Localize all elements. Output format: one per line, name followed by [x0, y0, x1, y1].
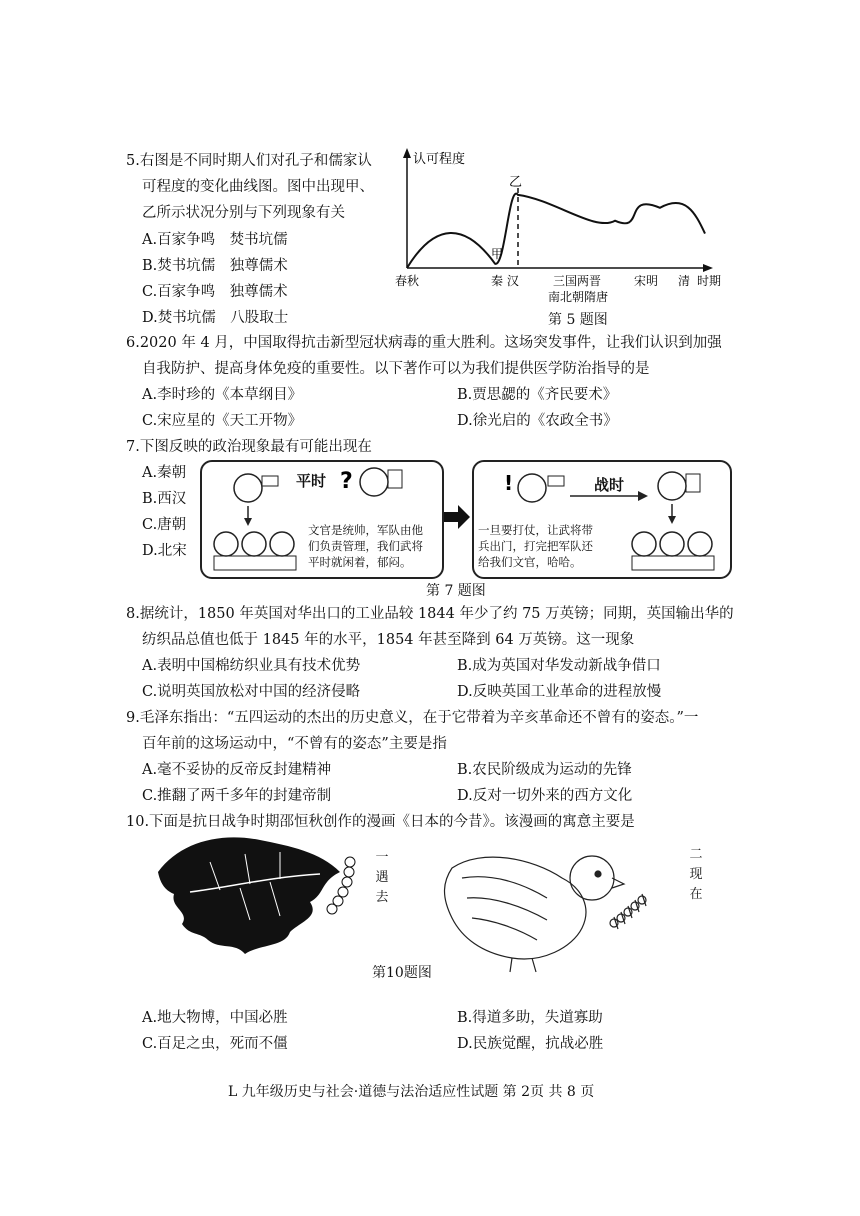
q10-option-c: C.百足之虫，死而不僵	[142, 1036, 288, 1052]
book-icon	[686, 474, 700, 492]
q7-option-c: C.唐朝	[142, 517, 187, 533]
x-axis-label: 时期	[697, 274, 722, 288]
q7-option-b: B.西汉	[142, 491, 187, 507]
q9-option-a: A.毫不妥协的反帝反封建精神	[142, 762, 332, 778]
recognition-curve	[407, 194, 705, 268]
q10-option-a: A.地大物博，中国必胜	[142, 1010, 288, 1026]
q7-panel2-title: 战时	[594, 476, 625, 494]
q5-option-b: B.焚书坑儒 独尊儒术	[142, 258, 288, 274]
q9-stem-line-2: 百年前的这场运动中，“不曾有的姿态”主要是指	[142, 736, 447, 752]
token-icon	[262, 476, 278, 486]
q5-stem-line-2: 可程度的变化曲线图。图中出现甲、	[142, 179, 374, 195]
chicken-icon	[445, 856, 625, 972]
soldier-icon-3	[688, 532, 712, 556]
soldiers-bodies	[632, 556, 714, 570]
tick-chunqiu: 春秋	[395, 274, 420, 288]
centipede-icon	[610, 894, 646, 929]
chicken-centipede-illustration	[432, 828, 652, 976]
soldier-icon-2	[242, 532, 266, 556]
q6-option-d: D.徐光启的《农政全书》	[457, 413, 618, 429]
q7-option-a: A.秦朝	[142, 465, 187, 481]
q6-stem-line-1: 6.2020 年 4 月，中国取得抗击新型冠状病毒的重大胜利。这场突发事件，让我们认识到加强	[126, 335, 722, 351]
tick-nanbei: 南北朝隋唐	[548, 290, 609, 304]
q10-option-b: B.得道多助，失道寡助	[457, 1010, 603, 1026]
leaf-caterpillar-illustration	[150, 832, 370, 962]
book-icon	[388, 470, 402, 488]
leaf-icon	[158, 837, 340, 954]
soldiers-bodies	[214, 556, 296, 570]
y-axis-label: 认可程度	[413, 152, 466, 167]
token-icon	[548, 476, 564, 486]
soldier-icon-3	[270, 532, 294, 556]
q7-stem: 7.下图反映的政治现象最有可能出现在	[126, 439, 372, 455]
marker-jia: 甲	[491, 247, 504, 261]
q6-option-c: C.宋应星的《天工开物》	[142, 413, 303, 429]
arrow-right-head	[638, 491, 648, 501]
q5-option-c: C.百家争鸣 独尊儒术	[142, 284, 288, 300]
q6-option-a: A.李时珍的《本草纲目》	[142, 387, 303, 403]
arrow-down-head	[668, 516, 676, 524]
tick-qing: 清	[678, 274, 691, 288]
x-axis-arrow	[703, 264, 713, 272]
general-head-icon	[234, 474, 262, 502]
arrow-down-head	[244, 518, 252, 526]
q9-option-c: C.推翻了两千多年的封建帝制	[142, 788, 332, 804]
q8-option-c: C.说明英国放松对中国的经济侵略	[142, 684, 361, 700]
q5-stem-line-1: 5.右图是不同时期人们对孔子和儒家认	[126, 153, 372, 169]
right-arrow-icon	[444, 505, 470, 529]
q7-option-d: D.北宋	[142, 543, 187, 559]
q5-figure-caption: 第 5 题图	[548, 312, 608, 328]
tick-sanguo: 三国两晋	[553, 274, 602, 288]
soldier-icon-1	[214, 532, 238, 556]
general-head-icon	[658, 472, 686, 500]
q10-label-past: 一遇去	[375, 850, 389, 905]
q10-label-now: 二现在	[689, 847, 703, 902]
official-head-icon	[518, 474, 546, 502]
q6-option-b: B.贾思勰的《齐民要术》	[457, 387, 618, 403]
tick-qinhan: 秦 汉	[491, 274, 519, 288]
q8-option-b: B.成为英国对华发动新战争借口	[457, 658, 661, 674]
q8-option-a: A.表明中国棉纺织业具有技术优势	[142, 658, 361, 674]
q8-option-d: D.反映英国工业革命的进程放慢	[457, 684, 662, 700]
q10-option-d: D.民族觉醒，抗战必胜	[457, 1036, 604, 1052]
q8-stem-line-1: 8.据统计，1850 年英国对华出口的工业品较 1844 年少了约 75 万英镑；同期，英国输出华的	[126, 606, 734, 622]
q10-figure-caption: 第10题图	[372, 965, 432, 981]
q5-option-d: D.焚书坑儒 八股取士	[142, 310, 289, 326]
soldier-icon-1	[632, 532, 656, 556]
q9-stem-line-1: 9.毛泽东指出：“五四运动的杰出的历史意义，在于它带着为辛亥革命还不曾有的姿态。”一	[126, 710, 699, 726]
q7-figure-caption: 第 7 题图	[426, 583, 486, 599]
marker-yi: 乙	[509, 175, 523, 190]
q5-line-chart	[395, 144, 725, 304]
question-mark-icon: ?	[340, 469, 353, 494]
q9-option-b: B.农民阶级成为运动的先锋	[457, 762, 632, 778]
q9-option-d: D.反对一切外来的西方文化	[457, 788, 633, 804]
q5-stem-line-3: 乙所示状况分别与下列现象有关	[142, 205, 345, 221]
official-head-icon	[360, 468, 388, 496]
soldier-icon-2	[660, 532, 684, 556]
page-footer: L 九年级历史与社会·道德与法治适应性试题 第 2页 共 8 页	[228, 1084, 595, 1100]
exclaim-icon: !	[504, 471, 514, 495]
y-axis-arrow	[403, 148, 411, 158]
q7-panel1-title: 平时	[296, 472, 327, 490]
q7-panel1-speech: 文官是统帅，军队由他们负责管理，我们武将平时就闲着，郁闷。	[308, 523, 423, 569]
q5-option-a: A.百家争鸣 焚书坑儒	[142, 232, 288, 248]
q10-stem: 10.下面是抗日战争时期邵恒秋创作的漫画《日本的今昔》。该漫画的寓意主要是	[126, 814, 635, 830]
q7-panel2-speech: 一旦要打仗，让武将带兵出门，打完把军队还给我们文官，哈哈。	[478, 523, 593, 569]
q8-stem-line-2: 纺织品总值也低于 1845 年的水平，1854 年甚至降到 64 万英镑。这一现象	[142, 632, 635, 648]
tick-songming: 宋明	[634, 274, 659, 288]
q6-stem-line-2: 自我防护、提高身体免疫的重要性。以下著作可以为我们提供医学防治指导的是	[142, 361, 650, 377]
